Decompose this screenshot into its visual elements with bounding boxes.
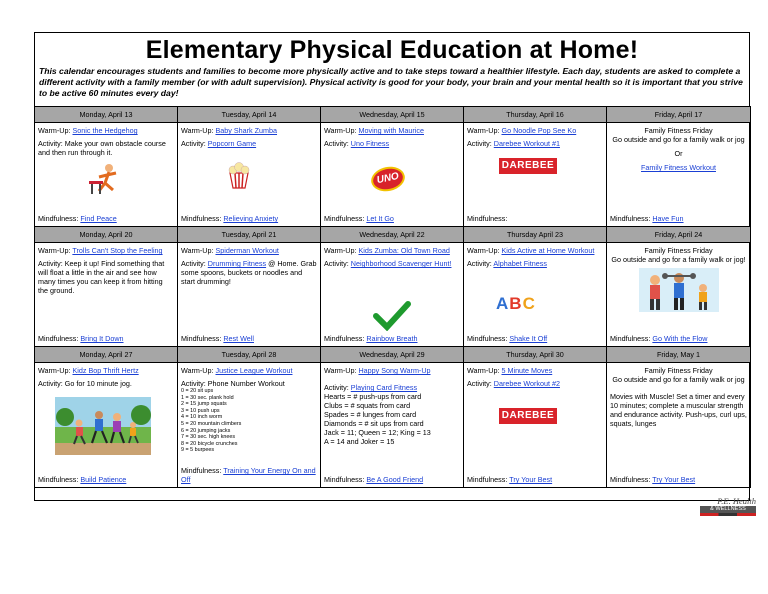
day-header: Friday, April 17 <box>607 107 751 123</box>
mindfulness-link[interactable]: Shake It Off <box>509 334 548 343</box>
warmup-label: Warm-Up: <box>467 126 500 135</box>
warmup-link[interactable]: Happy Song Warm-Up <box>358 366 431 375</box>
friday-heading: Family Fitness Friday <box>644 366 713 375</box>
card-rule: Hearts = # push-ups from card <box>324 392 422 401</box>
day-cell <box>607 243 751 347</box>
mindfulness-label: Mindfulness: <box>181 334 222 343</box>
day-cell <box>464 123 607 227</box>
warmup-label: Warm-Up: <box>181 126 214 135</box>
activity-link[interactable]: Darebee Workout #1 <box>493 139 560 148</box>
card-rule: Jack = 11; Queen = 12; King = 13 <box>324 428 431 437</box>
list-item: 1 = 30 sec. plank hold <box>181 394 234 401</box>
pe-health-wellness-logo <box>700 497 756 521</box>
warmup-label: Warm-Up: <box>324 246 357 255</box>
activity-label: Activity: <box>181 379 206 388</box>
list-item: 3 = 10 push ups <box>181 407 220 414</box>
mindfulness-label: Mindfulness: <box>467 214 508 223</box>
mindfulness-label: Mindfulness: <box>610 334 651 343</box>
darebee-logo: DAREBEE <box>499 408 557 424</box>
day-header: Thursday, April 30 <box>464 347 607 363</box>
warmup-label: Warm-Up: <box>467 366 500 375</box>
day-header: Thursday, April 16 <box>464 107 607 123</box>
week-2-header-row <box>35 227 751 243</box>
friday-heading: Family Fitness Friday <box>644 126 713 135</box>
warmup-link[interactable]: 5 Minute Moves <box>501 366 553 375</box>
warmup-label: Warm-Up: <box>467 246 500 255</box>
day-cell <box>464 363 607 488</box>
day-cell <box>321 243 464 347</box>
list-item: 6 = 20 jumping jacks <box>181 427 231 434</box>
day-header: Tuesday, April 21 <box>178 227 321 243</box>
day-header: Monday, April 13 <box>35 107 178 123</box>
warmup-link[interactable]: Moving with Maurice <box>358 126 424 135</box>
day-cell <box>178 123 321 227</box>
day-cell <box>607 363 751 488</box>
mindfulness-link[interactable]: Go With the Flow <box>652 334 708 343</box>
warmup-label: Warm-Up: <box>38 246 71 255</box>
card-rule: Diamonds = # sit ups from card <box>324 419 424 428</box>
day-cell <box>464 243 607 347</box>
activity-text: @ Home. Grab some spoons, buckets or noodles and start drumming! <box>181 259 317 286</box>
activity-link[interactable]: Drumming Fitness <box>207 259 267 268</box>
friday-text: Go outside and go for a family walk or jog <box>612 135 745 144</box>
uno-logo: UNO <box>369 164 407 195</box>
activity-label: Activity: <box>324 139 349 148</box>
warmup-label: Warm-Up: <box>324 126 357 135</box>
day-header: Thursday April 23 <box>464 227 607 243</box>
mindfulness-link[interactable]: Rest Well <box>223 334 254 343</box>
mindfulness-link[interactable]: Try Your Best <box>509 475 553 484</box>
day-cell <box>607 123 751 227</box>
mindfulness-link[interactable]: Be A Good Friend <box>366 475 424 484</box>
activity-link[interactable]: Playing Card Fitness <box>350 383 418 392</box>
friday-text: Go outside and go for a family walk or jog <box>612 375 745 384</box>
mindfulness-link[interactable]: Bring It Down <box>80 334 124 343</box>
day-cell <box>35 243 178 347</box>
day-cell <box>178 243 321 347</box>
day-header: Friday, April 24 <box>607 227 751 243</box>
day-header: Tuesday, April 28 <box>178 347 321 363</box>
family-workout-icon <box>639 268 719 312</box>
mindfulness-link[interactable]: Rainbow Breath <box>366 334 418 343</box>
runner-hurdle-icon <box>87 163 127 195</box>
calendar-table <box>34 106 751 488</box>
mindfulness-link[interactable]: Have Fun <box>652 214 684 223</box>
activity-text: Phone Number Workout <box>207 379 285 388</box>
activity-link[interactable]: Alphabet Fitness <box>493 259 547 268</box>
day-header: Wednesday, April 29 <box>321 347 464 363</box>
page-title: Elementary Physical Education at Home! <box>145 36 639 64</box>
activity-label: Activity: <box>38 379 63 388</box>
warmup-link[interactable]: Kidz Bop Thrift Hertz <box>72 366 139 375</box>
mindfulness-label: Mindfulness: <box>324 334 365 343</box>
mindfulness-label: Mindfulness: <box>38 214 79 223</box>
friday-text: Go outside and go for a family walk or jog! <box>611 255 746 264</box>
week-1-row <box>35 123 751 227</box>
mindfulness-label: Mindfulness: <box>324 475 365 484</box>
mindfulness-link[interactable]: Find Peace <box>80 214 117 223</box>
mindfulness-link[interactable]: Let It Go <box>366 214 394 223</box>
week-2-row <box>35 243 751 347</box>
mindfulness-label: Mindfulness: <box>467 334 508 343</box>
activity-label: Activity: <box>467 379 492 388</box>
list-item: 5 = 20 mountain climbers <box>181 420 242 427</box>
family-jogging-icon <box>55 397 151 455</box>
week-1-header-row <box>35 107 751 123</box>
activity-link[interactable]: Popcorn Game <box>207 139 257 148</box>
list-item: 8 = 20 bicycle crunches <box>181 440 238 447</box>
activity-text: Make your own obstacle course and then run through it. <box>38 139 166 157</box>
activity-label: Activity: <box>324 383 349 392</box>
activity-label: Activity: <box>38 259 63 268</box>
brand-line-2: & WELLNESS <box>700 506 756 513</box>
list-item: 7 = 30 sec. high knees <box>181 434 236 441</box>
list-item: 4 = 10 inch worm <box>181 414 223 421</box>
day-header: Friday, May 1 <box>607 347 751 363</box>
friday-heading: Family Fitness Friday <box>644 246 713 255</box>
warmup-label: Warm-Up: <box>38 366 71 375</box>
day-cell <box>35 123 178 227</box>
darebee-logo: DAREBEE <box>499 158 557 174</box>
day-header: Wednesday, April 15 <box>321 107 464 123</box>
mindfulness-label: Mindfulness: <box>38 475 79 484</box>
mindfulness-label: Mindfulness: <box>610 214 651 223</box>
activity-label: Activity: <box>324 259 349 268</box>
warmup-label: Warm-Up: <box>181 246 214 255</box>
card-rule: Clubs = # squats from card <box>324 401 411 410</box>
day-header: Monday, April 27 <box>35 347 178 363</box>
mindfulness-link[interactable]: Build Patience <box>80 475 127 484</box>
warmup-link[interactable]: Baby Shark Zumba <box>215 126 278 135</box>
mindfulness-label: Mindfulness: <box>324 214 365 223</box>
warmup-label: Warm-Up: <box>38 126 71 135</box>
warmup-link[interactable]: Kids Zumba: Old Town Road <box>358 246 450 255</box>
list-item: 2 = 15 jump squats <box>181 401 227 408</box>
warmup-label: Warm-Up: <box>181 366 214 375</box>
popcorn-icon <box>224 161 254 189</box>
day-cell <box>321 123 464 227</box>
day-cell <box>35 363 178 488</box>
mindfulness-label: Mindfulness: <box>181 214 222 223</box>
list-item: 0 = 20 sit ups <box>181 388 214 394</box>
activity-label: Activity: <box>467 259 492 268</box>
day-header: Monday, April 20 <box>35 227 178 243</box>
warmup-link[interactable]: Trolls Can't Stop the Feeling <box>72 246 163 255</box>
brand-line-1: P.E. Health <box>717 496 756 506</box>
warmup-link[interactable]: Go Noodle Pop See Ko <box>501 126 577 135</box>
day-header: Tuesday, April 14 <box>178 107 321 123</box>
mindfulness-link[interactable]: Training Your Energy On and Off <box>181 466 316 484</box>
day-header: Wednesday, April 22 <box>321 227 464 243</box>
workout-list <box>181 388 317 454</box>
intro-paragraph: This calendar encourages students and families to become more physically active and to take steps toward a healthier lifestyle. Each day, students are asked to complete a different activity with a family member (or with adult supervision). Physical activity is good for your body, your brain and your mental health so it is important that you strive to be active 60 minutes every day! <box>39 66 743 98</box>
activity-link[interactable]: Neighborhood Scavenger Hunt! <box>350 259 452 268</box>
card-rule: A = 14 and Joker = 15 <box>324 437 395 446</box>
card-rule: Spades = # lunges from card <box>324 410 417 419</box>
mindfulness-label: Mindfulness: <box>467 475 508 484</box>
warmup-link[interactable]: Spiderman Workout <box>215 246 279 255</box>
friday-text-2: Movies with Muscle! Set a timer and every 10 minutes; complete a muscular strength and endurance activity. Push-ups, curl ups, squats, lunges <box>610 392 747 428</box>
activity-link[interactable]: Uno Fitness <box>350 139 390 148</box>
mindfulness-label: Mindfulness: <box>181 466 222 475</box>
week-3-header-row <box>35 347 751 363</box>
activity-label: Activity: <box>181 259 206 268</box>
mindfulness-label: Mindfulness: <box>38 334 79 343</box>
week-3-row <box>35 363 751 488</box>
or-text: Or <box>674 149 683 158</box>
warmup-link[interactable]: Kids Active at Home Workout <box>501 246 595 255</box>
day-cell <box>178 363 321 488</box>
activity-label: Activity: <box>38 139 63 148</box>
day-cell <box>321 363 464 488</box>
mindfulness-link[interactable]: Try Your Best <box>652 475 696 484</box>
warmup-label: Warm-Up: <box>324 366 357 375</box>
activity-text: Go for 10 minute jog. <box>64 379 132 388</box>
warmup-link[interactable]: Sonic the Hedgehog <box>72 126 138 135</box>
brand-stripe <box>700 513 756 516</box>
abc-logo: ABC <box>496 294 536 313</box>
family-fitness-link[interactable]: Family Fitness Workout <box>641 163 716 172</box>
activity-text: Keep it up! Find something that will float a little in the air and see how many times you can keep it from hitting the ground. <box>38 259 165 295</box>
activity-label: Activity: <box>467 139 492 148</box>
checkmark-icon <box>373 301 411 331</box>
warmup-link[interactable]: Justice League Workout <box>215 366 293 375</box>
mindfulness-link[interactable]: Relieving Anxiety <box>223 214 279 223</box>
activity-link[interactable]: Darebee Workout #2 <box>493 379 560 388</box>
list-item: 9 = 5 burpees <box>181 447 215 454</box>
calendar-sheet <box>34 32 750 501</box>
mindfulness-label: Mindfulness: <box>610 475 651 484</box>
activity-label: Activity: <box>181 139 206 148</box>
